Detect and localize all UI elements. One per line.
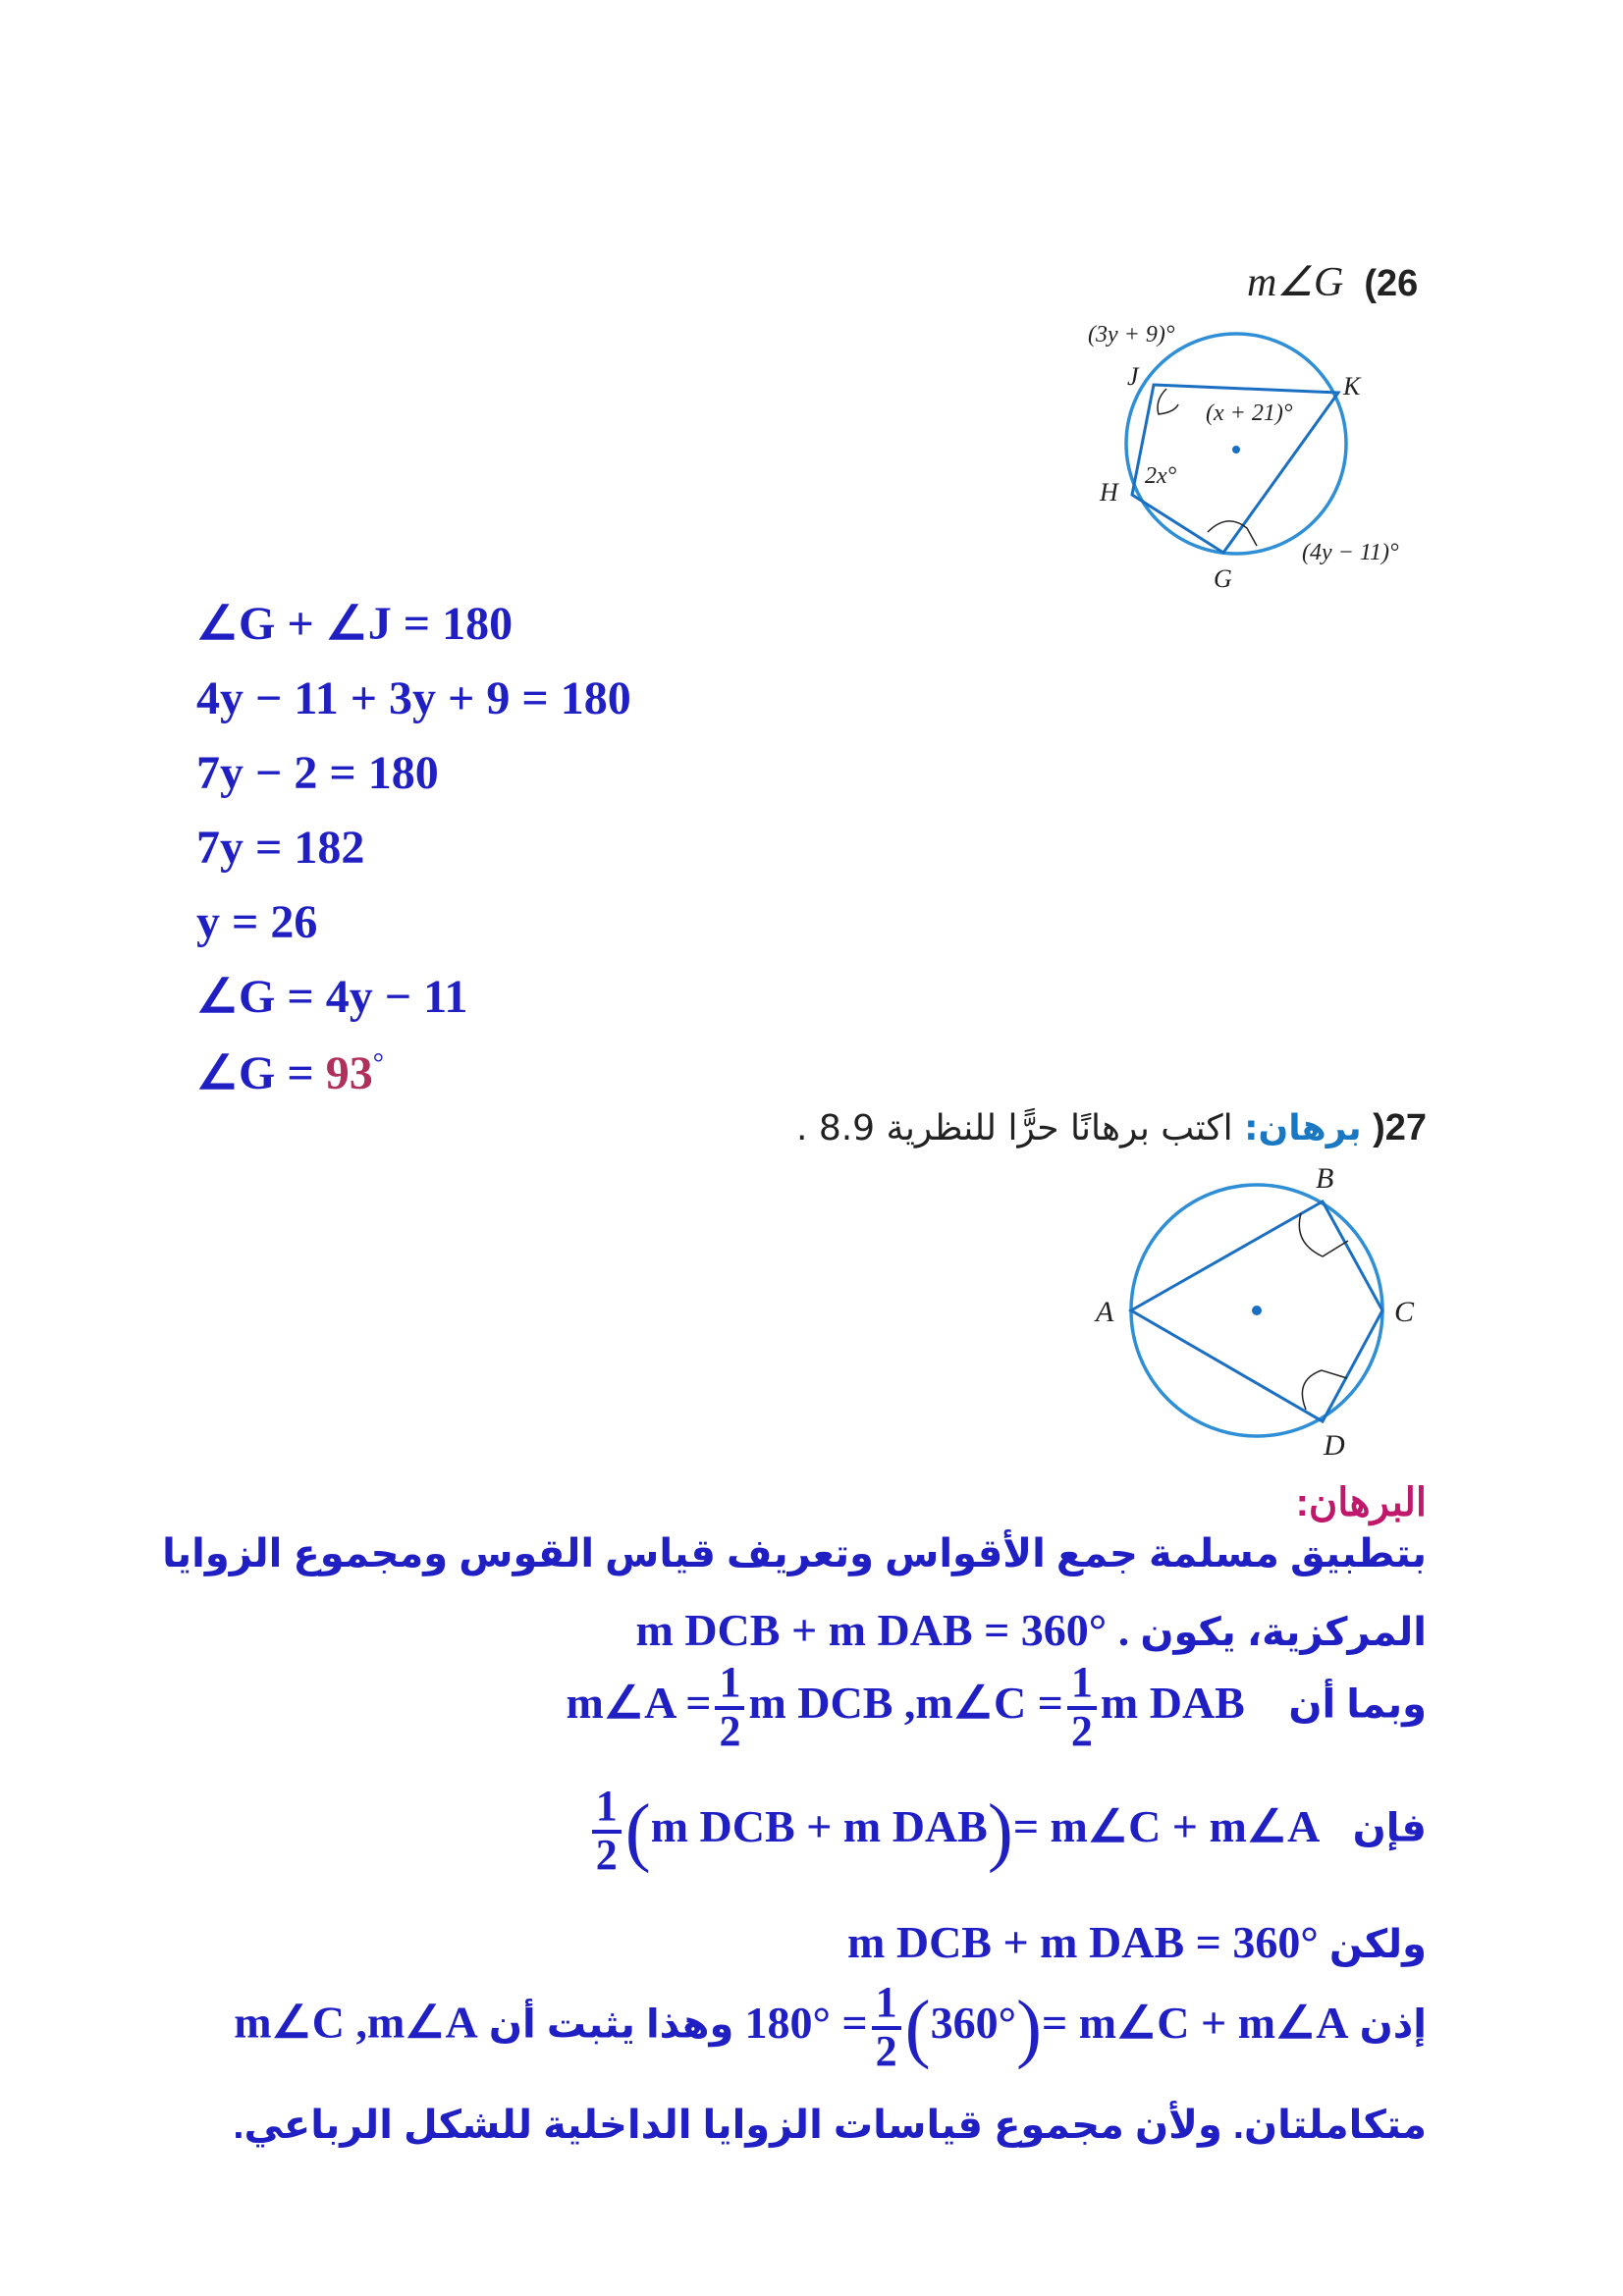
label-g: G [1214,564,1232,593]
fraction-half: $\frac{1}{2}$ [592,1785,622,1877]
circle-26 [1126,334,1346,554]
problem-27-text: اكتب برهانًا حرًّا للنظرية 8.9 . [795,1108,1233,1148]
proof-line-5: ولكن m DCB + m DAB = 360° [847,1917,1427,1967]
solution-line-6: ∠G = 4y − 11 [196,971,468,1023]
problem-27-number: 27( [1373,1107,1427,1148]
problem-27-header [796,1107,1427,1149]
solution-line-5: y = 26 [196,896,318,948]
solution-line-4: 7y = 182 [196,822,365,874]
label-k: K [1343,372,1361,400]
label-angle-k: (x + 21)° [1206,400,1293,426]
fraction-half: $\frac{1}{2}$ [715,1661,744,1753]
label-angle-g: (4y − 11)° [1302,540,1399,565]
proof-line-3: وبما أن m∠A = $\frac{1}{2}$ m DCB ,m∠C = $\frac{1}{2}$ m DAB [566,1658,1427,1755]
label-c: C [1394,1296,1415,1328]
figure-26-inscribed-quadrilateral [1060,314,1434,599]
center-dot-26 [1232,446,1240,454]
proof-line-7: متكاملتان. ولأن مجموع قياسات الزوايا الداخلية للشكل الرباعي. [233,2104,1427,2147]
proof-line-4: فإن $\frac{1}{2}$ (m DCB + m DAB)= m∠C + m∠A [588,1785,1427,1877]
fraction-half: $\frac{1}{2}$ [872,1981,901,2073]
problem-27-label: برهان: [1244,1108,1362,1148]
problem-26-header [1247,257,1418,306]
answer-value: 93 [325,1047,373,1099]
proof-line-2-math: m DCB + m DAB = 360° . [635,1605,1130,1655]
solution-answer: ∠G = 93° [196,1047,384,1099]
angle-arc-j [1158,389,1178,414]
figure-27-inscribed-quadrilateral [1070,1158,1443,1472]
label-angle-j: (3y + 9)° [1088,322,1175,347]
solution-line-1: ∠G + ∠J = 180 [196,598,514,650]
proof-line-6: إذن 180° = $\frac{1}{2}$ (360°)= m∠C + m∠A وهذا يثبت أن m∠C ,m∠A [234,1978,1427,2075]
label-angle-h: 2x° [1145,463,1177,489]
proof-title: البرهان: [1295,1481,1427,1524]
proof-line-2: المركزية، يكون m DCB + m DAB = 360° . [635,1605,1427,1655]
label-a: A [1096,1296,1114,1328]
proof-line-1: بتطبيق مسلمة جمع الأقواس وتعريف قياس القوس ومجموع الزوايا [162,1532,1427,1575]
label-h: H [1100,478,1118,507]
fraction-half: $\frac{1}{2}$ [1067,1661,1097,1753]
label-j: J [1127,362,1139,391]
center-dot-27 [1252,1306,1262,1315]
problem-26-title: m∠G [1247,260,1344,305]
solution-line-2: 4y − 11 + 3y + 9 = 180 [196,672,631,724]
label-d: D [1324,1429,1345,1462]
solution-line-3: 7y − 2 = 180 [196,747,439,799]
label-b: B [1316,1162,1334,1195]
problem-26-number: (26 [1364,263,1419,304]
